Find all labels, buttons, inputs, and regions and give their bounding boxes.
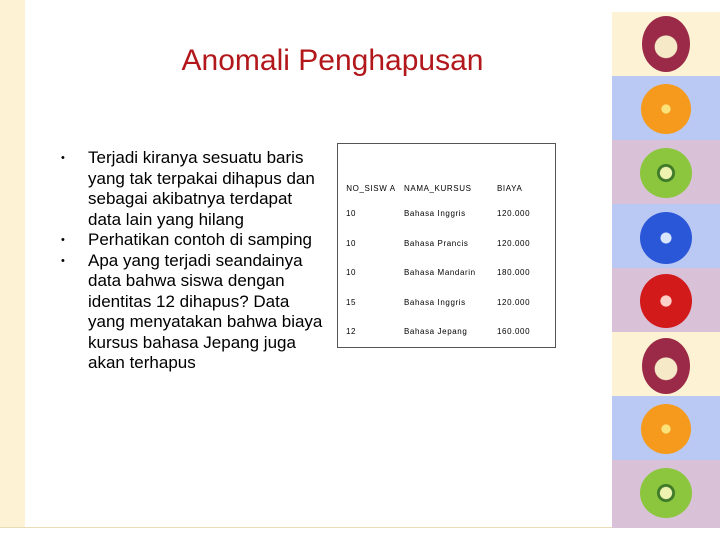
table-header-row [338, 144, 556, 200]
bullet-icon: • [61, 152, 65, 164]
header-no-siswa: NO_SISW A [346, 184, 396, 193]
cell-no-siswa: 10 [346, 238, 357, 248]
course-table [337, 143, 556, 348]
cell-nama-kursus: Bahasa Jepang [404, 327, 468, 337]
decorative-fruit-strip [612, 12, 720, 528]
cell-biaya: 160.000 [497, 327, 531, 337]
table-row [338, 258, 556, 288]
cell-nama-kursus: Bahasa Prancis [404, 238, 469, 248]
bullet-icon: • [61, 234, 65, 246]
cell-no-siswa: 15 [346, 297, 357, 307]
cell-no-siswa: 10 [346, 209, 357, 219]
cell-nama-kursus: Bahasa Mandarin [404, 268, 476, 278]
slide-title: Anomali Penghapusan [181, 44, 484, 77]
bullet-icon: • [61, 254, 65, 267]
cell-no-siswa: 10 [346, 268, 357, 278]
table-row [338, 229, 556, 259]
cell-nama-kursus: Bahasa Inggris [404, 209, 466, 219]
bullet-item [58, 230, 323, 251]
blue-fruit-icon [640, 212, 692, 264]
bullet-text: Perhatikan contoh di samping [88, 230, 312, 249]
cell-nama-kursus: Bahasa Inggris [404, 297, 466, 307]
header-biaya: BIAYA [497, 184, 523, 193]
bullet-text: Apa yang terjadi seandainya data bahwa siswa dengan identitas 12 dihapus? Data yang menyatakan bahwa biaya kursus bahasa Jepang juga akan terhapus [88, 250, 323, 372]
bullet-text: Terjadi kiranya sesuatu baris yang tak terpakai dihapus dan sebagai akibatnya terdapat data lain yang hilang [88, 148, 315, 229]
table-row [338, 199, 556, 229]
cell-biaya: 120.000 [497, 238, 531, 248]
orange-slice-icon [641, 404, 691, 454]
kiwi-slice-icon [640, 148, 692, 198]
bottom-rule [0, 527, 612, 528]
header-nama-kursus: NAMA_KURSUS [404, 184, 472, 193]
table-row [338, 288, 556, 318]
kiwi-slice-icon [640, 468, 692, 518]
red-fruit-icon [640, 274, 692, 328]
table-row [338, 317, 556, 347]
bullet-item [58, 148, 323, 230]
bullet-item [58, 251, 323, 374]
bullet-list [58, 148, 323, 374]
cell-biaya: 180.000 [497, 268, 531, 278]
cell-biaya: 120.000 [497, 297, 531, 307]
cell-no-siswa: 12 [346, 327, 357, 337]
cell-biaya: 120.000 [497, 209, 531, 219]
left-margin-bar [0, 0, 25, 528]
apple-slice-icon [642, 338, 690, 394]
orange-slice-icon [641, 84, 691, 134]
